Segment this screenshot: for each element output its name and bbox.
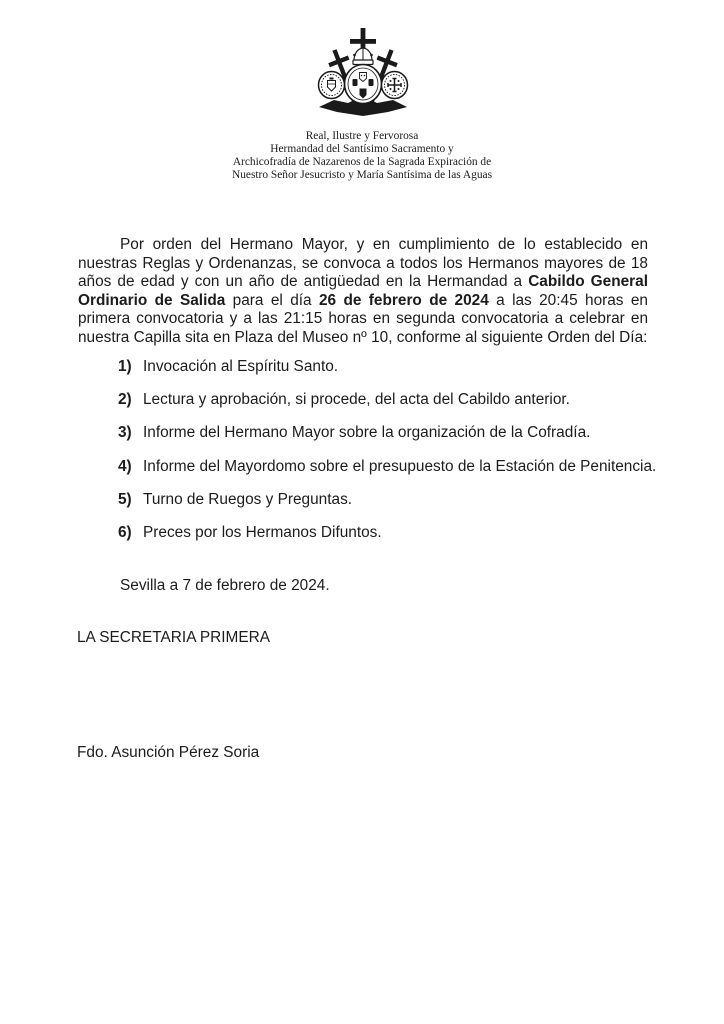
agenda-item-text: Lectura y aprobación, si procede, del acta del Cabildo anterior. — [143, 391, 570, 409]
agenda-item-number: 5) — [118, 490, 132, 508]
signature-name: Fdo. Asunción Pérez Soria — [77, 744, 260, 761]
paragraph-text: Por orden del Hermano Mayor, y en cumplimiento de lo establecido en nuestras Reglas y Ordenanzas, se convoca a todos los Hermanos mayores de 18 años de edad y con un año de antigüedad en la Hermandad a — [78, 236, 648, 291]
convocation-paragraph — [78, 236, 648, 348]
cabildo-date-bold: 26 de febrero de 2024 — [318, 291, 489, 309]
date-line: Sevilla a 7 de febrero de 2024. — [120, 577, 330, 594]
agenda-item-text: Preces por los Hermanos Difuntos. — [143, 523, 382, 541]
agenda-list — [118, 358, 658, 557]
agenda-item-text: Informe del Hermano Mayor sobre la organización de la Cofradía. — [143, 424, 591, 442]
agenda-item-5 — [118, 491, 658, 510]
org-header — [0, 130, 724, 182]
agenda-item-number: 4) — [118, 457, 132, 475]
agenda-item-1 — [118, 358, 658, 377]
paragraph-text: para el día — [225, 291, 319, 309]
org-header-line-3: Archicofradía de Nazarenos de la Sagrada Expiración de — [232, 156, 492, 168]
agenda-item-number: 1) — [118, 358, 132, 375]
agenda-item-4 — [118, 458, 658, 477]
signer-title: LA SECRETARIA PRIMERA — [77, 629, 271, 646]
coat-of-arms-icon — [316, 27, 410, 117]
agenda-item-text: Invocación al Espíritu Santo. — [143, 358, 339, 375]
agenda-item-number: 3) — [118, 424, 132, 442]
org-header-line-4: Nuestro Señor Jesucristo y María Santísima de las Aguas — [231, 169, 493, 181]
cabildo-title-bold: Cabildo General Ordinario de Salida — [78, 273, 648, 309]
agenda-item-3 — [118, 424, 658, 443]
agenda-item-number: 6) — [118, 523, 132, 541]
org-header-line-2: Hermandad del Santísimo Sacramento y — [270, 143, 454, 155]
agenda-item-text: Informe del Mayordomo sobre el presupuesto de la Estación de Penitencia. — [143, 457, 657, 475]
agenda-item-6 — [118, 524, 658, 543]
agenda-item-number: 2) — [118, 391, 132, 409]
org-header-line-1: Real, Ilustre y Fervorosa — [305, 130, 419, 142]
paragraph-text: a las 20:45 horas en primera convocatoria y a las 21:15 horas en segunda convocatoria a celebrar en nuestra Capilla sita en Plaza del Museo nº 10, conforme al siguiente Orden del Día: — [78, 291, 648, 346]
agenda-item-text: Turno de Ruegos y Preguntas. — [143, 490, 353, 508]
agenda-item-2 — [118, 391, 658, 410]
